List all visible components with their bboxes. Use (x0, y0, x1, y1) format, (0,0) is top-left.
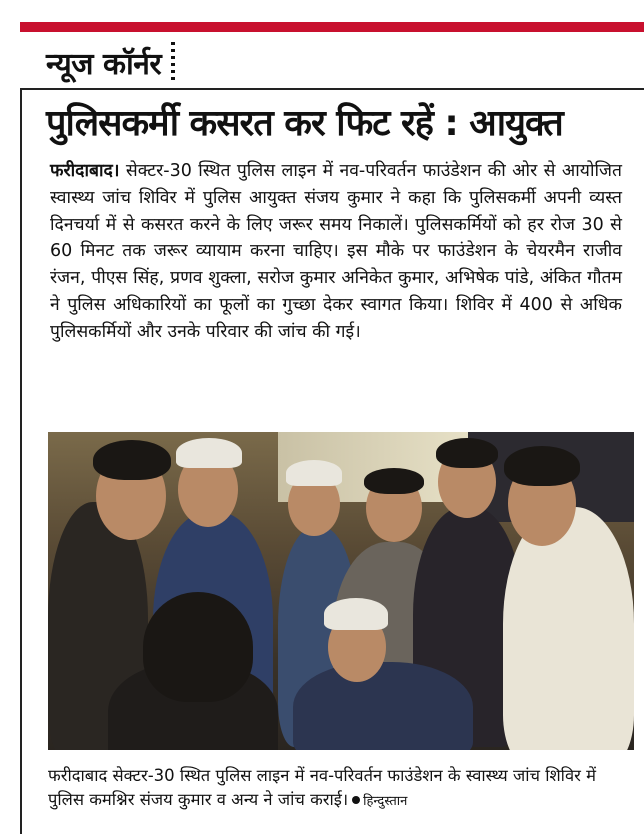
photo-head-foreground (143, 592, 253, 702)
credit-bullet-icon (352, 796, 360, 804)
photo-cap-middle (286, 460, 342, 486)
article-body-text: सेक्टर-30 स्थित पुलिस लाइन में नव-परिवर्तन फाउंडेशन की ओर से आयोजित स्वास्थ्य जांच शिविर में पुलिस आयुक्त संजय कुमार ने कहा कि पुलिसकर्मी अपनी व्यस्त दिनचर्या में से कसरत करने के लिए जरूर समय निकालें। पुलिसकर्मियों को हर रोज 30 से 60 मिनट तक जरूर व्यायाम करना चाहिए। इस मौके पर फाउंडेशन के चेयरमैन राजीव रंजन, पीएस सिंह, प्रणव शुक्ला, सरोज कुमार अनिकेत कुमार, अभिषेक पांडे, अंकित गौतम ने पुलिस अधिकारियों का फूलों का गुच्छा देकर स्वागत किया। शिविर में 400 से अधिक पुलिसकर्मियों और उनके परिवार की जांच की गई। (50, 161, 622, 342)
photo-caption (48, 764, 634, 814)
section-title: न्यूज कॉर्नर (46, 46, 162, 82)
photo-hair-doctor (504, 446, 580, 486)
section-header (46, 38, 175, 86)
news-photo (48, 432, 634, 750)
article-dateline: फरीदाबाद। (50, 161, 120, 181)
photo-caption-text: फरीदाबाद सेक्टर-30 स्थित पुलिस लाइन में नव-परिवर्तन फाउंडेशन के स्वास्थ्य जांच शिविर में पुलिस कमश्निर संजय कुमार व अन्य ने जांच कराई। (48, 766, 596, 809)
photo-hair-kurta (436, 438, 498, 468)
top-red-rule (20, 22, 644, 32)
photo-hair-left (93, 440, 171, 480)
article-headline: पुलिसकर्मी कसरत कर फिट रहें : आयुक्त (46, 103, 563, 144)
photo-person-doctor (503, 507, 634, 750)
photo-cap-seated (324, 598, 388, 630)
photo-cap-blue (176, 438, 242, 468)
article-body (50, 158, 622, 346)
dotted-divider (171, 42, 175, 82)
photo-person-seated (293, 662, 473, 750)
photo-hair-vest (364, 468, 424, 494)
photo-credit: हिन्दुस्तान (363, 794, 408, 809)
